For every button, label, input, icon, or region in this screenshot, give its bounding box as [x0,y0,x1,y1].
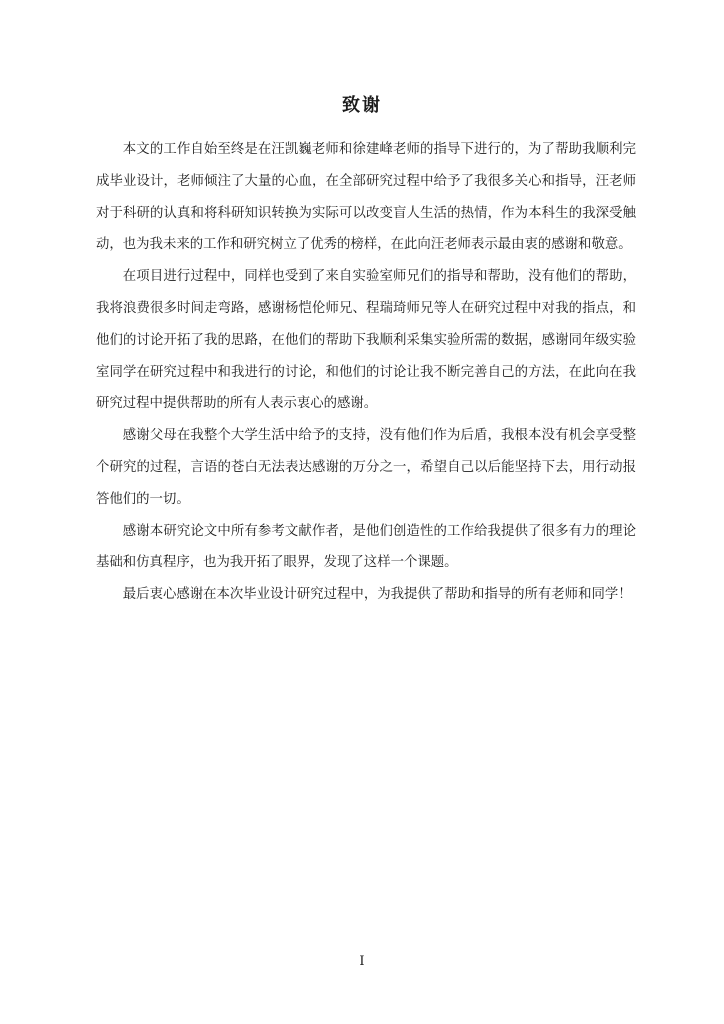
page-title: 致谢 [342,95,382,116]
paragraph-2: 在项目进行过程中，同样也受到了来自实验室师兄们的指导和帮助，没有他们的帮助，我将浪费很多时间走弯路，感谢杨恺伦师兄、程瑞琦师兄等人在研究过程中对我的指点，和他们的讨论开拓了我的思路，在他们的帮助下我顺利采集实验所需的数据，感谢同年级实验室同学在研究过程中和我进行的讨论，和他们的讨论让我不断完善自己的方法，在此向在我研究过程中提供帮助的所有人表示衷心的感谢。 [96,269,636,412]
paragraph-1: 本文的工作自始至终是在汪凯巍老师和徐建峰老师的指导下进行的，为了帮助我顺利完成毕业设计，老师倾注了大量的心血，在全部研究过程中给予了我很多关心和指导，汪老师对于科研的认真和将科研知识转换为实际可以改变盲人生活的热情，作为本科生的我深受触动，也为我未来的工作和研究树立了优秀的榜样，在此向汪老师表示最由衷的感谢和敬意。 [96,142,636,253]
acknowledgement-body [96,134,636,611]
paragraph-5: 最后衷心感谢在本次毕业设计研究过程中，为我提供了帮助和指导的所有老师和同学！ [122,587,632,603]
paragraph-3: 感谢父母在我整个大学生活中给予的支持，没有他们作为后盾，我根本没有机会享受整个研究的过程，言语的苍白无法表达感谢的万分之一，希望自己以后能坚持下去，用行动报答他们的一切。 [96,428,636,507]
paragraph-4: 感谢本研究论文中所有参考文献作者，是他们创造性的工作给我提供了很多有力的理论基础和仿真程序，也为我开拓了眼界，发现了这样一个课题。 [96,523,636,571]
page-number: I [359,954,365,969]
